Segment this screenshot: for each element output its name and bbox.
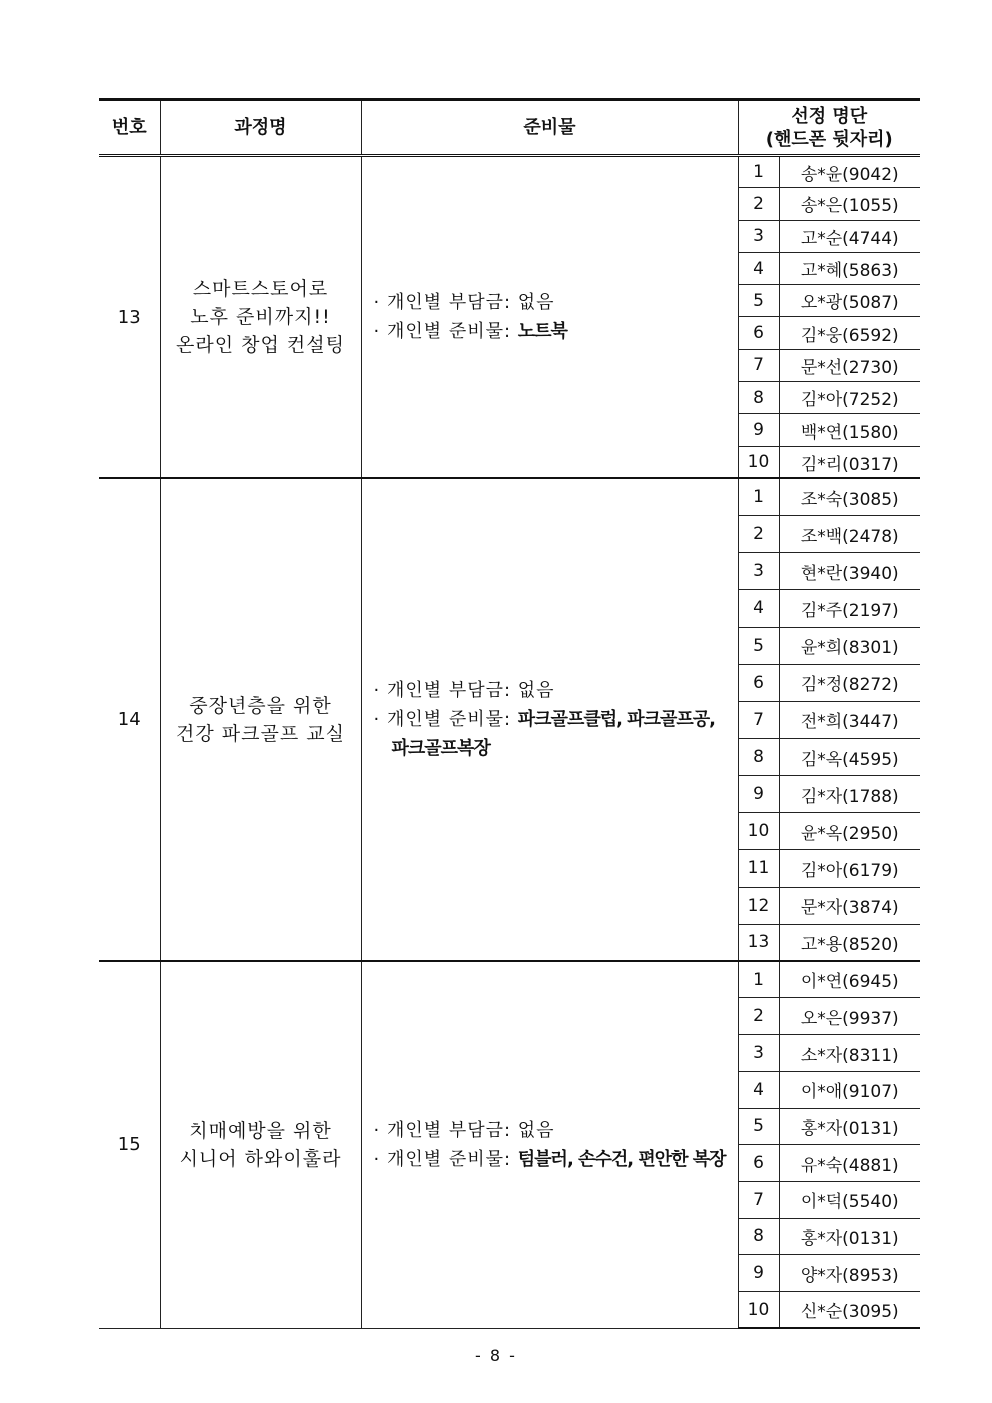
selected-index: 1 [738, 478, 779, 515]
selection-table [99, 98, 920, 1329]
selected-person: 김*자(1788) [779, 776, 920, 813]
course-number: 13 [99, 156, 160, 479]
supplies-cell [361, 961, 738, 1328]
table-row [99, 156, 920, 188]
selected-person: 소*자(8311) [779, 1035, 920, 1072]
selected-person: 이*연(6945) [779, 961, 920, 998]
selected-index: 12 [738, 887, 779, 924]
selected-person: 오*은(9937) [779, 998, 920, 1035]
selected-index: 2 [738, 998, 779, 1035]
selected-person: 윤*희(8301) [779, 627, 920, 664]
selected-index: 3 [738, 553, 779, 590]
selected-index: 13 [738, 924, 779, 961]
selected-index: 1 [738, 961, 779, 998]
selected-index: 8 [738, 738, 779, 775]
cost-line [374, 1116, 738, 1145]
supplies-label: · 개인별 준비물: [373, 321, 518, 343]
selected-person: 현*란(3940) [779, 553, 920, 590]
cost-line [374, 288, 738, 317]
course-number: 14 [99, 478, 160, 961]
selected-index: 6 [738, 664, 779, 701]
selected-index: 2 [738, 188, 779, 220]
selected-index: 9 [738, 414, 779, 446]
course-name-line: 스마트스토어로 [192, 278, 329, 301]
supplies-line [374, 705, 738, 734]
selected-person: 고*혜(5863) [779, 252, 920, 284]
course-name-line: 중장년층을 위한 [189, 694, 332, 717]
selected-index: 1 [738, 156, 779, 188]
header-number: 번호 [99, 100, 160, 156]
selected-index: 7 [738, 349, 779, 381]
selected-index: 6 [738, 317, 779, 349]
header-selected-title: 선정 명단 [791, 105, 868, 127]
selected-person: 백*연(1580) [779, 414, 920, 446]
supplies-line [374, 1145, 738, 1174]
header-course: 과정명 [160, 100, 361, 156]
selected-person: 조*숙(3085) [779, 478, 920, 515]
cost-value: 없음 [517, 680, 555, 702]
selected-person: 김*정(8272) [779, 664, 920, 701]
selected-person: 고*용(8520) [779, 924, 920, 961]
selected-person: 양*자(8953) [779, 1255, 920, 1292]
selected-person: 문*자(3874) [779, 887, 920, 924]
supplies-value: 텀블러, 손수건, 편안한 복장 [517, 1148, 726, 1170]
course-name-line: 건강 파크골프 교실 [176, 722, 345, 745]
selected-person: 전*희(3447) [779, 701, 920, 738]
cost-value: 없음 [517, 292, 555, 314]
selected-index: 10 [738, 813, 779, 850]
selected-person: 조*백(2478) [779, 516, 920, 553]
selected-person: 김*아(7252) [779, 382, 920, 414]
header-selected-list [738, 100, 920, 156]
selected-index: 9 [738, 776, 779, 813]
selected-index: 8 [738, 1218, 779, 1255]
selected-index: 5 [738, 627, 779, 664]
course-name-line: 치매예방을 위한 [189, 1119, 332, 1142]
table-row [99, 478, 920, 515]
selected-person: 문*선(2730) [779, 349, 920, 381]
selected-person: 김*리(0317) [779, 446, 920, 478]
selected-index: 5 [738, 285, 779, 317]
selected-person: 고*순(4744) [779, 220, 920, 252]
supplies-cell [361, 156, 738, 479]
selected-person: 오*광(5087) [779, 285, 920, 317]
selected-person: 송*윤(9042) [779, 156, 920, 188]
course-name-line: 시니어 하와이훌라 [179, 1147, 342, 1170]
selected-person: 홍*자(0131) [779, 1108, 920, 1145]
selected-index: 11 [738, 850, 779, 887]
selected-person: 김*주(2197) [779, 590, 920, 627]
header-selected-subtitle: (핸드폰 뒷자리) [765, 128, 893, 150]
selected-index: 7 [738, 701, 779, 738]
course-name [160, 156, 361, 479]
supplies-value: 노트북 [517, 321, 567, 343]
table-body [99, 156, 920, 1329]
selected-person: 이*애(9107) [779, 1071, 920, 1108]
supplies-label: · 개인별 준비물: [373, 1148, 518, 1170]
header-supplies: 준비물 [361, 100, 738, 156]
selected-person: 김*웅(6592) [779, 317, 920, 349]
selected-person: 송*은(1055) [779, 188, 920, 220]
selected-index: 3 [738, 220, 779, 252]
selected-index: 5 [738, 1108, 779, 1145]
course-name-line: 노후 준비까지!! [190, 306, 331, 329]
supplies-label: · 개인별 준비물: [373, 709, 518, 731]
supplies-line [374, 317, 738, 346]
selected-index: 4 [738, 1071, 779, 1108]
selected-index: 8 [738, 382, 779, 414]
selected-index: 10 [738, 1291, 779, 1328]
cost-line [374, 676, 738, 705]
selected-index: 9 [738, 1255, 779, 1292]
course-name [160, 478, 361, 961]
course-name-line: 온라인 창업 컨설팅 [176, 334, 345, 357]
supplies-cell [361, 478, 738, 961]
page-number: - 8 - [475, 1346, 517, 1365]
cost-label: · 개인별 부담금: [373, 680, 518, 702]
selected-index: 3 [738, 1035, 779, 1072]
selected-index: 6 [738, 1145, 779, 1182]
cost-label: · 개인별 부담금: [373, 1119, 518, 1141]
course-number: 15 [99, 961, 160, 1328]
selected-person: 윤*옥(2950) [779, 813, 920, 850]
selected-person: 김*옥(4595) [779, 738, 920, 775]
table-row [99, 961, 920, 998]
selected-index: 4 [738, 590, 779, 627]
selected-person: 이*덕(5540) [779, 1181, 920, 1218]
course-name [160, 961, 361, 1328]
table-header [99, 100, 920, 156]
selected-person: 홍*자(0131) [779, 1218, 920, 1255]
selected-index: 10 [738, 446, 779, 478]
cost-label: · 개인별 부담금: [373, 292, 518, 314]
cost-value: 없음 [517, 1119, 555, 1141]
selected-person: 신*순(3095) [779, 1291, 920, 1328]
selected-person: 유*숙(4881) [779, 1145, 920, 1182]
supplies-value-continued: 파크골프복장 [391, 738, 490, 760]
selected-person: 김*아(6179) [779, 850, 920, 887]
selected-index: 2 [738, 516, 779, 553]
supplies-value: 파크골프클럽, 파크골프공, [517, 709, 715, 731]
selected-index: 7 [738, 1181, 779, 1218]
selected-index: 4 [738, 252, 779, 284]
